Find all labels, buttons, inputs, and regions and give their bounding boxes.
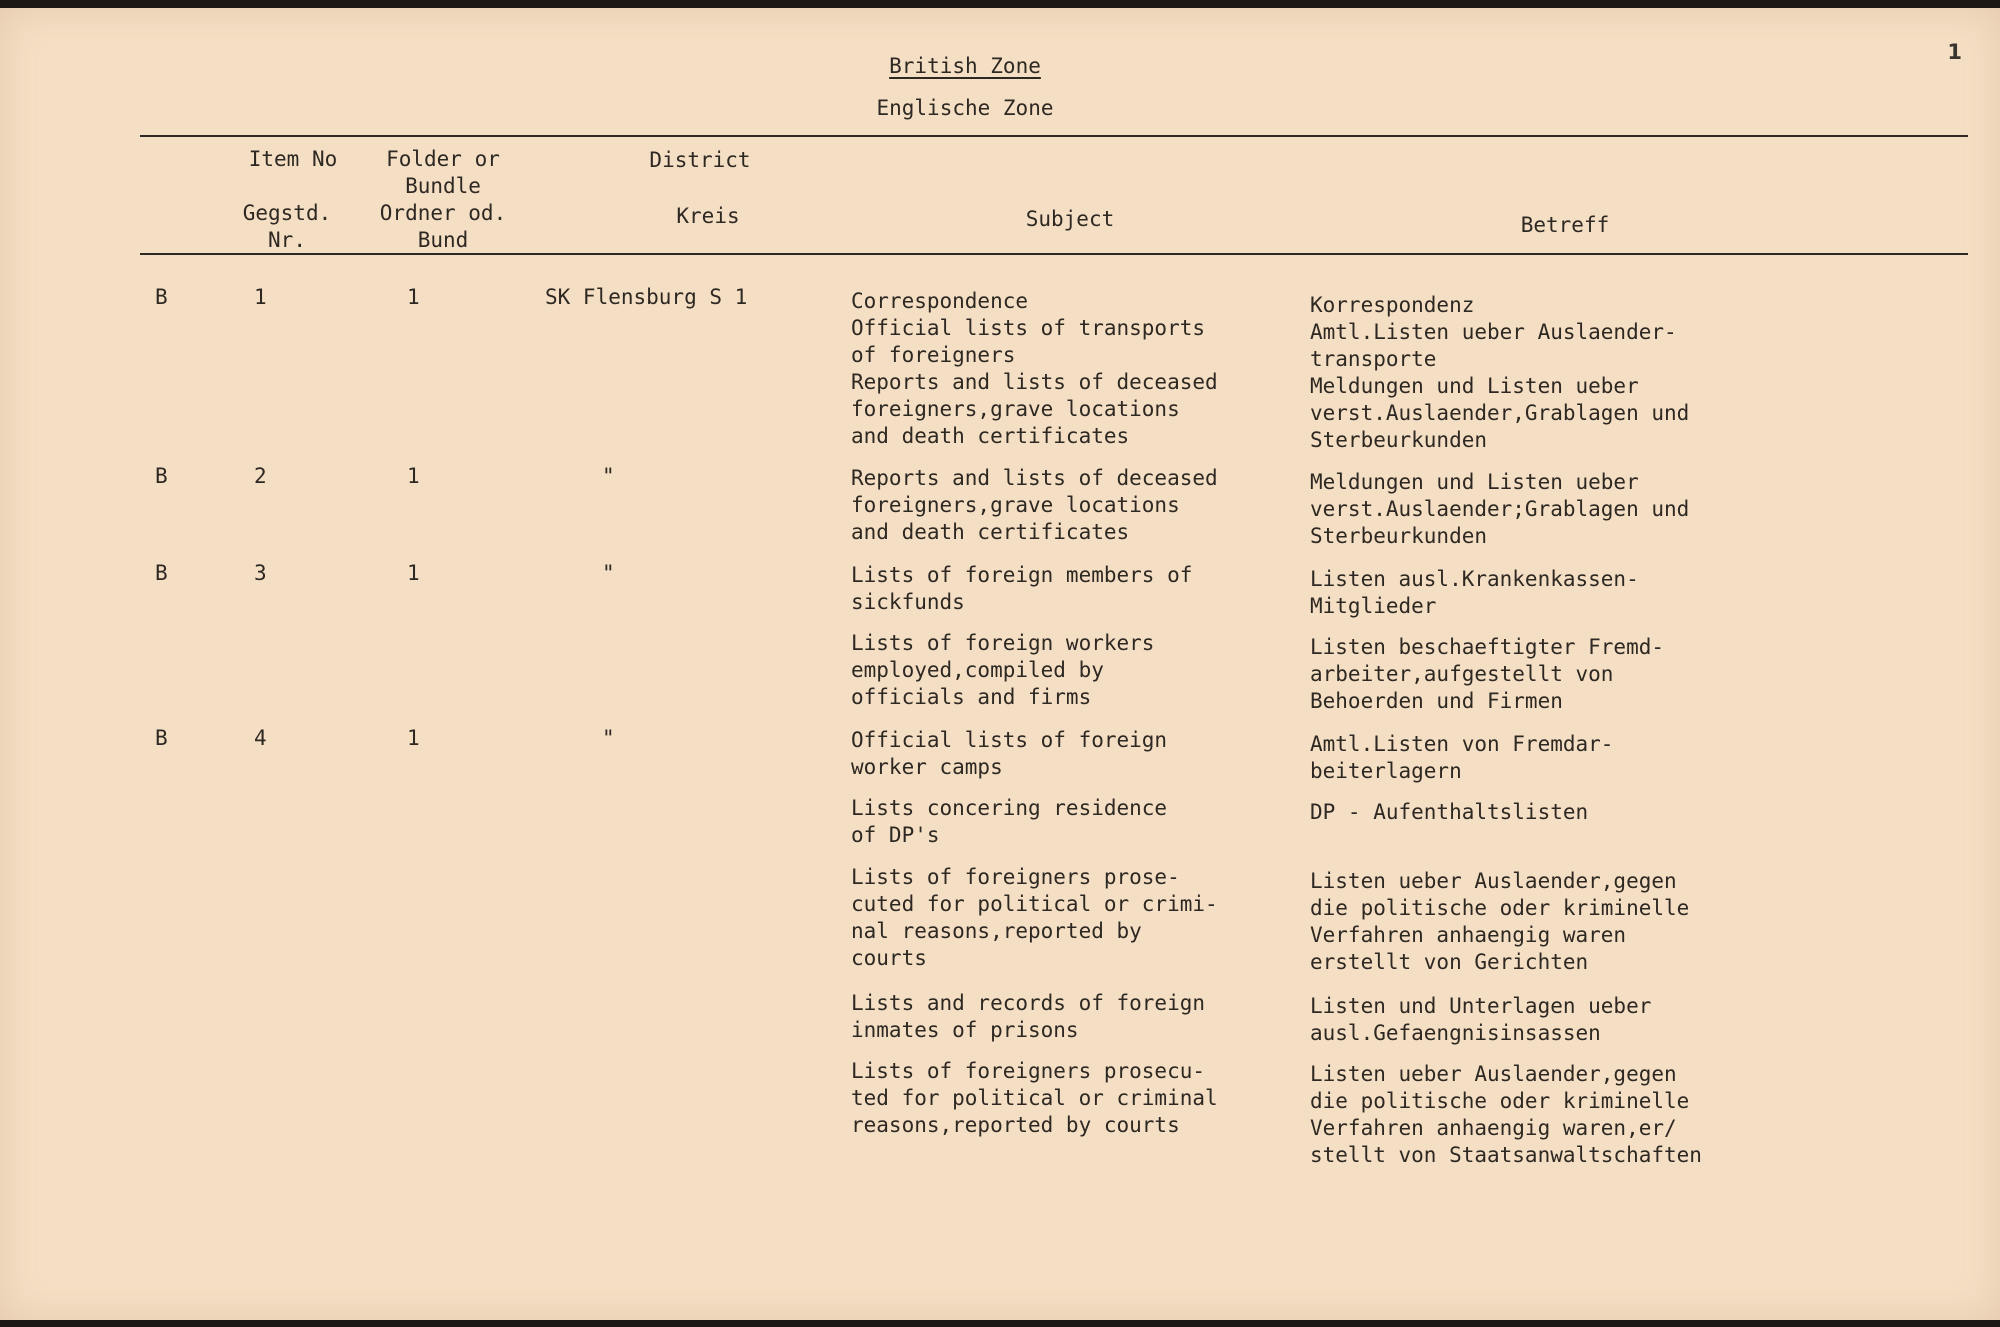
header-subject: Subject <box>1025 207 1115 231</box>
row-2-folder: 1 <box>407 464 420 488</box>
header-district-de: Kreis <box>676 204 740 228</box>
row-4-district: " <box>602 726 615 750</box>
row-4-subject-5: Lists of foreigners prosecu- ted for political or criminal reasons,reported by courts <box>851 1059 1218 1137</box>
row-3-item: 3 <box>254 561 267 585</box>
row-3-letter: B <box>155 561 168 585</box>
row-3-folder: 1 <box>407 561 420 585</box>
row-1-folder: 1 <box>407 285 420 309</box>
row-4-subject-4: Lists and records of foreign inmates of prisons <box>851 991 1206 1042</box>
row-1-betreff: Korrespondenz Amtl.Listen ueber Auslaender- transporte Meldungen und Listen ueber verst.Auslaender,Grablagen und Sterbeurkunden <box>1310 293 1690 452</box>
row-2-district: " <box>602 464 615 488</box>
row-4-folder: 1 <box>407 726 420 750</box>
row-3-betreff-1: Listen ausl.Krankenkassen- Mitglieder <box>1310 567 1639 618</box>
row-4-betreff-4: Listen und Unterlagen ueber ausl.Gefaengnisinsassen <box>1310 994 1652 1045</box>
row-4-betreff-5: Listen ueber Auslaender,gegen die politische oder kriminelle Verfahren anhaengig waren,er/ stellt von Staatsanwaltschaften <box>1310 1062 1702 1167</box>
row-3-subject-1: Lists of foreign members of sickfunds <box>851 563 1193 614</box>
header-top-rule <box>140 135 1968 137</box>
header-item-de: Gegstd. Nr. <box>242 201 332 252</box>
page-number: 1 <box>1947 40 1962 64</box>
header-folder-en: Folder or Bundle <box>386 147 500 198</box>
row-1-subject: Correspondence Official lists of transports of foreigners Reports and lists of deceased foreigners,grave locations and death certificates <box>851 289 1218 448</box>
row-4-betreff-3: Listen ueber Auslaender,gegen die politische oder kriminelle Verfahren anhaengig waren erstellt von Gerichten <box>1310 869 1690 974</box>
row-4-betreff-2: DP - Aufenthaltslisten <box>1310 800 1589 824</box>
row-1-district: SK Flensburg S 1 <box>545 285 748 309</box>
header-district-en: District <box>649 148 751 172</box>
row-3-district: " <box>602 561 615 585</box>
row-2-subject: Reports and lists of deceased foreigners,grave locations and death certificates <box>851 466 1218 544</box>
row-2-item: 2 <box>254 464 267 488</box>
row-1-letter: B <box>155 285 168 309</box>
title-english: British Zone <box>889 54 1041 78</box>
row-3-subject-2: Lists of foreign workers employed,compiled by officials and firms <box>851 631 1155 709</box>
header-item-en: Item No <box>248 147 338 171</box>
header-betreff: Betreff <box>1520 213 1610 237</box>
row-4-letter: B <box>155 726 168 750</box>
row-4-item: 4 <box>254 726 267 750</box>
header-bottom-rule <box>140 253 1968 255</box>
row-2-betreff: Meldungen und Listen ueber verst.Auslaender;Grablagen und Sterbeurkunden <box>1310 470 1690 548</box>
row-1-item: 1 <box>254 285 267 309</box>
row-4-subject-2: Lists concering residence of DP's <box>851 796 1168 847</box>
title-german: Englische Zone <box>876 96 1054 120</box>
row-3-betreff-2: Listen beschaeftigter Fremd- arbeiter,aufgestellt von Behoerden und Firmen <box>1310 635 1665 713</box>
row-4-subject-3: Lists of foreigners prose- cuted for political or crimi- nal reasons,reported by courts <box>851 865 1218 970</box>
row-4-betreff-1: Amtl.Listen von Fremdar- beiterlagern <box>1310 732 1614 783</box>
document-page <box>0 8 2000 1320</box>
row-4-subject-1: Official lists of foreign worker camps <box>851 728 1168 779</box>
row-2-letter: B <box>155 464 168 488</box>
header-folder-de: Ordner od. Bund <box>379 201 507 252</box>
